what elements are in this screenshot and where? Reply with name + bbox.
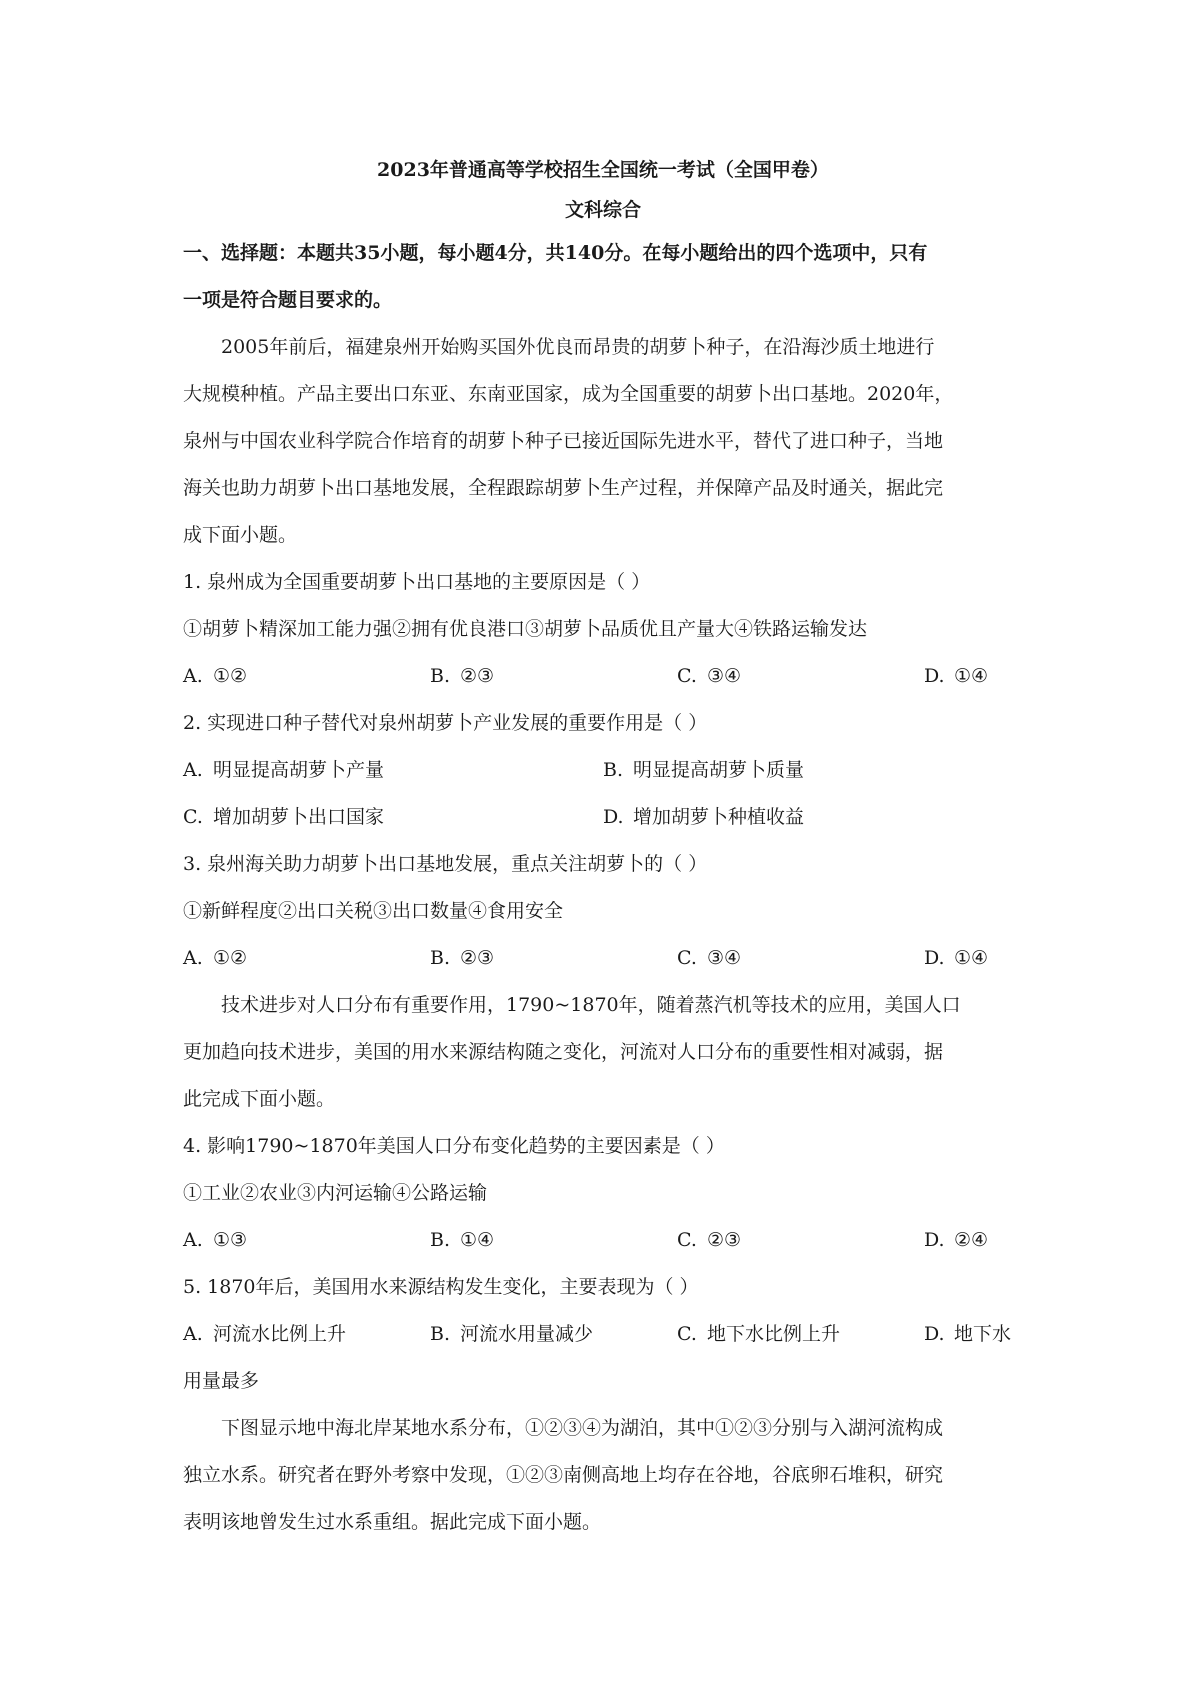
options-row (183, 935, 1023, 982)
section-heading-line2: 一项是符合题目要求的。 (183, 289, 393, 311)
option-a[interactable] (183, 1311, 430, 1358)
passage-line: 2005年前后，福建泉州开始购买国外优良而昂贵的胡萝卜种子，在沿海沙质土地进行 (221, 336, 935, 358)
option-d-wrap: 用量最多 (183, 1370, 260, 1392)
passage-population (183, 982, 1023, 1123)
option-b[interactable] (603, 747, 1023, 794)
option-letter: D. (924, 665, 945, 687)
option-b[interactable] (430, 1311, 677, 1358)
question-5 (183, 1264, 1023, 1405)
exam-subtitle: 文科综合 (564, 199, 641, 221)
option-letter: C. (677, 1323, 697, 1345)
passage-line: 更加趋向技术进步，美国的用水来源结构随之变化，河流对人口分布的重要性相对减弱，据 (183, 1041, 944, 1063)
option-letter: D. (603, 806, 624, 828)
option-text: 增加胡萝卜种植收益 (633, 806, 805, 828)
option-letter: C. (677, 947, 697, 969)
option-d[interactable] (603, 794, 1023, 841)
option-letter: C. (677, 1229, 697, 1251)
question-items: ①胡萝卜精深加工能力强②拥有优良港口③胡萝卜品质优且产量大④铁路运输发达 (183, 618, 868, 640)
exam-title: 2023年普通高等学校招生全国统一考试（全国甲卷） (377, 159, 829, 181)
question-stem: 2. 实现进口种子替代对泉州胡萝卜产业发展的重要作用是（ ） (183, 712, 708, 734)
option-text: ①④ (954, 947, 989, 969)
question-3 (183, 841, 1023, 982)
option-a[interactable] (183, 653, 430, 700)
passage-line: 表明该地曾发生过水系重组。据此完成下面小题。 (183, 1511, 602, 1533)
option-text: ①④ (460, 1229, 495, 1251)
option-b[interactable] (430, 653, 677, 700)
option-text: ①③ (213, 1229, 248, 1251)
options-row (183, 1311, 1023, 1358)
option-d[interactable] (924, 1311, 1023, 1358)
option-text: ③④ (707, 947, 742, 969)
option-letter: D. (924, 1229, 945, 1251)
option-text: ①② (213, 947, 248, 969)
options-row (183, 1217, 1023, 1264)
passage-line: 成下面小题。 (183, 524, 298, 546)
option-a[interactable] (183, 935, 430, 982)
option-d[interactable] (924, 935, 1023, 982)
option-text: ②③ (460, 947, 495, 969)
option-text: 地下水比例上升 (707, 1323, 841, 1345)
passage-line: 下图显示地中海北岸某地水系分布，①②③④为湖泊，其中①②③分别与入湖河流构成 (221, 1417, 944, 1439)
passage-drainage (183, 1405, 1023, 1546)
option-text: ②④ (954, 1229, 989, 1251)
options-row (183, 794, 1023, 841)
options-row (183, 653, 1023, 700)
question-items: ①新鲜程度②出口关税③出口数量④食用安全 (183, 900, 564, 922)
question-stem: 3. 泉州海关助力胡萝卜出口基地发展，重点关注胡萝卜的（ ） (183, 853, 708, 875)
passage-line: 海关也助力胡萝卜出口基地发展，全程跟踪胡萝卜生产过程，并保障产品及时通关，据此完 (183, 477, 944, 499)
passage-carrot (183, 324, 1023, 559)
option-text: ①② (213, 665, 248, 687)
option-text: ②③ (707, 1229, 742, 1251)
question-stem: 5. 1870年后，美国用水来源结构发生变化，主要表现为（ ） (183, 1276, 699, 1298)
option-text: ③④ (707, 665, 742, 687)
option-letter: C. (183, 806, 203, 828)
option-text: 明显提高胡萝卜产量 (213, 759, 385, 781)
option-letter: A. (183, 947, 203, 969)
option-d[interactable] (924, 1217, 1023, 1264)
option-b[interactable] (430, 935, 677, 982)
passage-line: 技术进步对人口分布有重要作用，1790~1870年，随着蒸汽机等技术的应用，美国人口 (221, 994, 961, 1016)
exam-page (183, 150, 1023, 1546)
option-d[interactable] (924, 653, 1023, 700)
option-letter: B. (430, 1323, 451, 1345)
option-letter: B. (430, 947, 451, 969)
option-c[interactable] (677, 653, 924, 700)
option-c[interactable] (183, 794, 603, 841)
section-heading-line1: 一、选择题：本题共35小题，每小题4分，共140分。在每小题给出的四个选项中，只有 (183, 242, 928, 264)
option-c[interactable] (677, 1311, 924, 1358)
option-letter: A. (183, 1229, 203, 1251)
option-letter: D. (924, 947, 945, 969)
question-items: ①工业②农业③内河运输④公路运输 (183, 1182, 488, 1204)
option-c[interactable] (677, 935, 924, 982)
question-1 (183, 559, 1023, 700)
option-letter: B. (430, 1229, 451, 1251)
option-letter: A. (183, 1323, 203, 1345)
option-c[interactable] (677, 1217, 924, 1264)
option-letter: C. (677, 665, 697, 687)
option-letter: A. (183, 759, 203, 781)
passage-line: 大规模种植。产品主要出口东亚、东南亚国家，成为全国重要的胡萝卜出口基地。2020年， (183, 383, 954, 405)
passage-line: 独立水系。研究者在野外考察中发现，①②③南侧高地上均存在谷地，谷底卵石堆积，研究 (183, 1464, 944, 1486)
option-b[interactable] (430, 1217, 677, 1264)
question-stem: 4. 影响1790~1870年美国人口分布变化趋势的主要因素是（ ） (183, 1135, 725, 1157)
question-stem: 1. 泉州成为全国重要胡萝卜出口基地的主要原因是（ ） (183, 571, 651, 593)
question-2 (183, 700, 1023, 841)
options-row (183, 747, 1023, 794)
option-text: 河流水比例上升 (213, 1323, 347, 1345)
option-a[interactable] (183, 747, 603, 794)
option-text: 明显提高胡萝卜质量 (633, 759, 805, 781)
options-block (183, 1311, 1023, 1405)
option-letter: D. (924, 1323, 945, 1345)
option-letter: A. (183, 665, 203, 687)
option-letter: B. (603, 759, 624, 781)
option-text: ①④ (954, 665, 989, 687)
option-text: 地下水 (954, 1323, 1012, 1345)
option-text: ②③ (460, 665, 495, 687)
option-a[interactable] (183, 1217, 430, 1264)
option-letter: B. (430, 665, 451, 687)
option-text: 增加胡萝卜出口国家 (213, 806, 385, 828)
passage-line: 此完成下面小题。 (183, 1088, 336, 1110)
passage-line: 泉州与中国农业科学院合作培育的胡萝卜种子已接近国际先进水平，替代了进口种子，当地 (183, 430, 944, 452)
option-text: 河流水用量减少 (460, 1323, 594, 1345)
question-4 (183, 1123, 1023, 1264)
